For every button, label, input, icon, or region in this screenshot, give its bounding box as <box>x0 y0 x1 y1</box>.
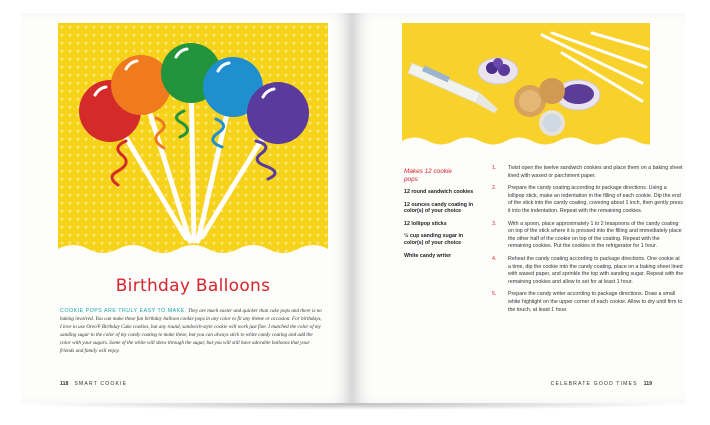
ingredient-item: ½ cup sanding sugar in color(s) of your choice <box>404 233 464 246</box>
step-item <box>492 256 684 286</box>
intro-body: They are much easier and quicker than cake pops and there is no baking involved. You can make these fun birthday balloon cookie pops in any color to fit any theme or occasion. For birthdays, I love to use Oreo® Birthday Cake cookies, but any round, sandwich-style cookie will work just fine. I matched the color of my sanding sugar to the color of my candy coating to make these, but you can always stick to white candy coating and add the color with your sugars. Some of the white will show through the sugar, but you will still have adorable balloons that your friends and family will enjoy. <box>60 308 322 354</box>
balloon-illustration <box>58 23 328 263</box>
balloon-cookie <box>111 55 171 115</box>
running-head: CELEBRATE GOOD TIMES <box>550 381 638 387</box>
step-item <box>492 291 684 314</box>
running-head: SMART COOKIE <box>74 381 128 387</box>
ingredient-list <box>404 189 479 265</box>
right-folio <box>551 381 652 387</box>
balloon-cookie <box>247 82 309 144</box>
step-number: 2. <box>492 185 497 192</box>
left-folio <box>60 381 127 387</box>
intro-lead: COOKIE POPS ARE TRULY EASY TO MAKE. <box>60 308 187 315</box>
step-item <box>492 165 684 180</box>
ingredient-item: 12 ounces candy coating in color(s) of your choice <box>404 201 474 215</box>
page-number: 118 <box>60 381 69 387</box>
left-page <box>22 13 352 403</box>
recipe-intro <box>60 308 322 355</box>
yield: Makes 12 cookie pops <box>404 168 452 183</box>
open-cookbook <box>22 13 686 403</box>
step-text: Reheat the candy coating according to package directions. One cookie at a time, dip the cookie into the candy coating, place on a baking sheet lined with waxed paper, and sprinkle the top with sanding sugar. Repeat with the remaining cookies and allow to set for at least 1 hour. <box>508 255 684 285</box>
step-item <box>492 185 684 215</box>
step-number: 5. <box>492 291 497 298</box>
page-number: 119 <box>643 381 652 387</box>
ingredient-item: 12 round sandwich cookies <box>404 189 474 195</box>
step-text: Prepare the candy writer according to package directions. Draw a small white highlight on the upper corner of each cookie. Allow to dry until firm to the touch, at least 1 hour. <box>508 291 683 313</box>
step-number: 1. <box>492 165 497 171</box>
ingredient-item: White candy writer <box>404 252 452 259</box>
step-number: 4. <box>492 255 497 262</box>
right-page <box>352 13 686 403</box>
step-text: Prepare the candy coating according to package directions. Using a lollipop stick, make an indentation in the filling of each cookie. Dip the end of the stick into the candy coating, covering about 1 inch, then gently press it into the indentation. Repeat with the remaining cookies. <box>508 185 683 214</box>
recipe-title: Birthday Balloons <box>115 276 271 296</box>
step-text: With a spoon, place approximately 1 to 2 teaspoons of the candy coating on top of the stick where it is pressed into the filling and immediately place the other half of the cookie on top of the coating. Repeat with the remaining cookies. Put the cookies in the refrigerator for 1 hour. <box>508 220 682 250</box>
method-steps <box>492 165 684 319</box>
ingredients-photo <box>402 23 650 148</box>
step-item <box>492 221 684 251</box>
step-number: 3. <box>492 220 497 227</box>
balloon-cookie-pops-photo <box>58 23 328 263</box>
step-text: Twist open the twelve sandwich cookies and place them on a baking sheet lined with waxed or parchment paper. <box>508 165 683 179</box>
ingredient-item: 12 lollipop sticks <box>404 220 447 227</box>
